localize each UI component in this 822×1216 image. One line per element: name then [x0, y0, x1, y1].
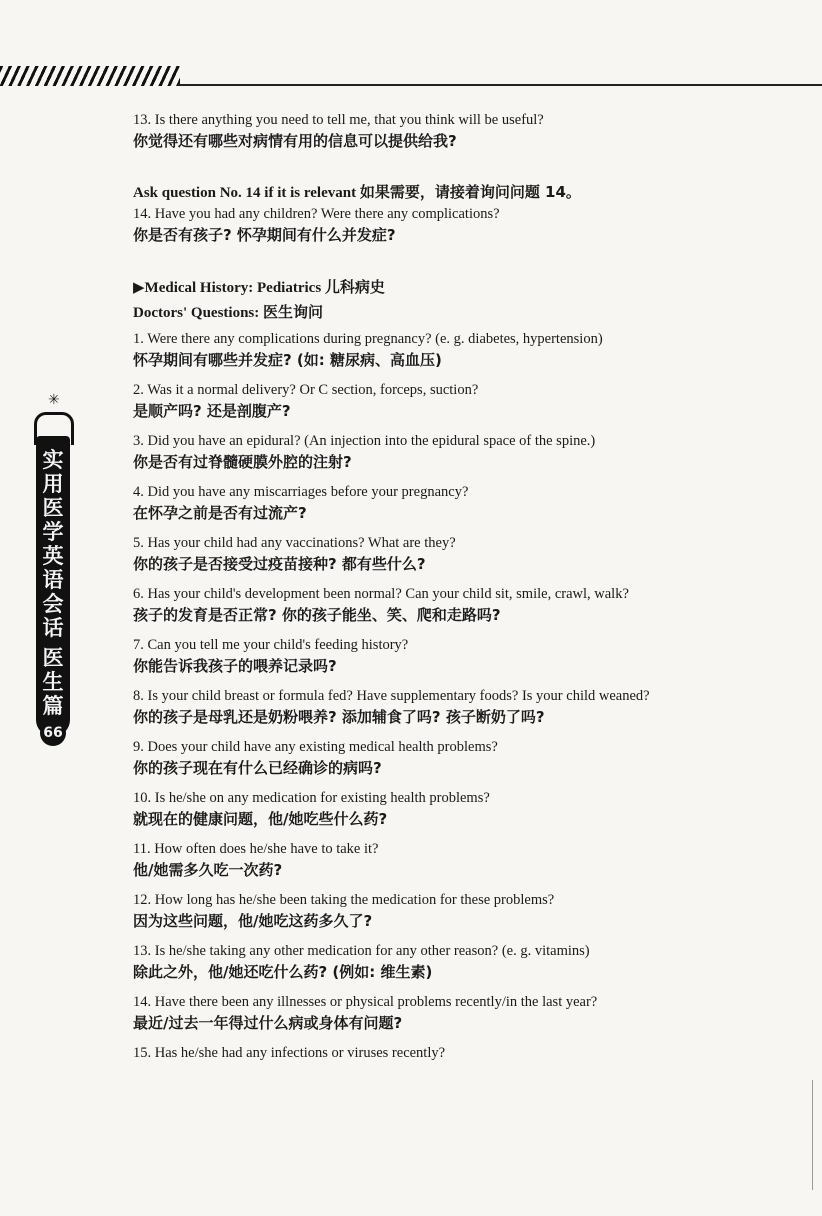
question-block [133, 941, 773, 983]
question-block [133, 635, 773, 677]
page-content [133, 110, 773, 1063]
question-en: 14. Have you had any children? Were there any complications? [133, 206, 500, 222]
question-cn: 是顺产吗? 还是剖腹产? [133, 402, 291, 420]
question-cn: 怀孕期间有哪些并发症? (如: 糖尿病、高血压) [133, 351, 442, 369]
question-en: 3. Did you have an epidural? (An injection into the epidural space of the spine.) [133, 433, 596, 449]
page-header [0, 62, 822, 92]
side-tab-title: 实用医学英语会话 医生篇 [42, 448, 64, 718]
question-block [133, 1043, 773, 1063]
question-en: 15. Has he/she had any infections or viruses recently? [133, 1045, 446, 1061]
question-en: 9. Does your child have any existing medical health problems? [133, 739, 498, 755]
question-en: 1. Were there any complications during pregnancy? (e. g. diabetes, hypertension) [133, 331, 603, 347]
question-en: 12. How long has he/she been taking the medication for these problems? [133, 892, 555, 908]
section-title-en: ▶Medical History: Pediatrics [133, 280, 322, 296]
question-block [133, 890, 773, 932]
instruction-line [133, 181, 773, 204]
question-cn: 你的孩子是母乳还是奶粉喂养? 添加辅食了吗? 孩子断奶了吗? [133, 708, 545, 726]
question-block [133, 533, 773, 575]
question-block [133, 839, 773, 881]
question-en: 5. Has your child had any vaccinations? What are they? [133, 535, 456, 551]
question-en: 13. Is he/she taking any other medication for any other reason? (e. g. vitamins) [133, 943, 590, 959]
spark-icon: ✳ [48, 392, 60, 408]
question-block [133, 110, 773, 152]
question-block [133, 380, 773, 422]
question-en: 10. Is he/she on any medication for existing health problems? [133, 790, 490, 806]
section-subtitle-cn: 医生询问 [263, 303, 324, 321]
question-cn: 因为这些问题，他/她吃这药多久了? [133, 912, 373, 930]
question-cn: 你的孩子是否接受过疫苗接种? 都有些什么? [133, 555, 426, 573]
question-en: 6. Has your child's development been normal? Can your child sit, smile, crawl, walk? [133, 586, 629, 602]
question-cn: 你的孩子现在有什么已经确诊的病吗? [133, 759, 382, 777]
question-en: 13. Is there anything you need to tell me, that you think will be useful? [133, 112, 544, 128]
question-cn: 你是否有过脊髓硬膜外腔的注射? [133, 453, 352, 471]
question-cn: 最近/过去一年得过什么病或身体有问题? [133, 1014, 403, 1032]
page-mark: 66 [40, 720, 66, 746]
question-cn: 他/她需多久吃一次药? [133, 861, 283, 879]
question-cn: 你能告诉我孩子的喂养记录吗? [133, 657, 337, 675]
header-hatch-decoration [0, 66, 180, 86]
section-subtitle [133, 300, 773, 325]
question-cn: 孩子的发育是否正常? 你的孩子能坐、笑、爬和走路吗? [133, 606, 501, 624]
header-rule [178, 84, 822, 86]
question-en: 2. Was it a normal delivery? Or C section, forceps, suction? [133, 382, 479, 398]
question-en: 11. How often does he/she have to take it? [133, 841, 379, 857]
question-block [133, 431, 773, 473]
question-block [133, 737, 773, 779]
edge-scan-artifact [812, 1080, 816, 1190]
question-block [133, 204, 773, 246]
question-en: 7. Can you tell me your child's feeding history? [133, 637, 409, 653]
section-subtitle-en: Doctors' Questions: [133, 305, 260, 321]
question-cn: 你觉得还有哪些对病情有用的信息可以提供给我? [133, 132, 457, 150]
section-title [133, 275, 773, 300]
side-tab [32, 392, 72, 752]
question-cn: 在怀孕之前是否有过流产? [133, 504, 307, 522]
question-block [133, 329, 773, 371]
section-title-cn: 儿科病史 [324, 278, 385, 296]
question-en: 14. Have there been any illnesses or physical problems recently/in the last year? [133, 994, 598, 1010]
instruction-cn: 如果需要，请接着询问问题 14。 [359, 183, 581, 201]
question-block [133, 788, 773, 830]
question-cn: 就现在的健康问题，他/她吃些什么药? [133, 810, 388, 828]
question-block [133, 482, 773, 524]
question-en: 8. Is your child breast or formula fed? Have supplementary foods? Is your child weaned? [133, 688, 650, 704]
question-cn: 你是否有孩子? 怀孕期间有什么并发症? [133, 226, 396, 244]
question-en: 4. Did you have any miscarriages before your pregnancy? [133, 484, 469, 500]
question-block [133, 686, 773, 728]
question-cn: 除此之外，他/她还吃什么药? (例如: 维生素) [133, 963, 433, 981]
question-block [133, 584, 773, 626]
question-block [133, 992, 773, 1034]
question-list [133, 329, 773, 1063]
instruction-en: Ask question No. 14 if it is relevant [133, 185, 357, 201]
